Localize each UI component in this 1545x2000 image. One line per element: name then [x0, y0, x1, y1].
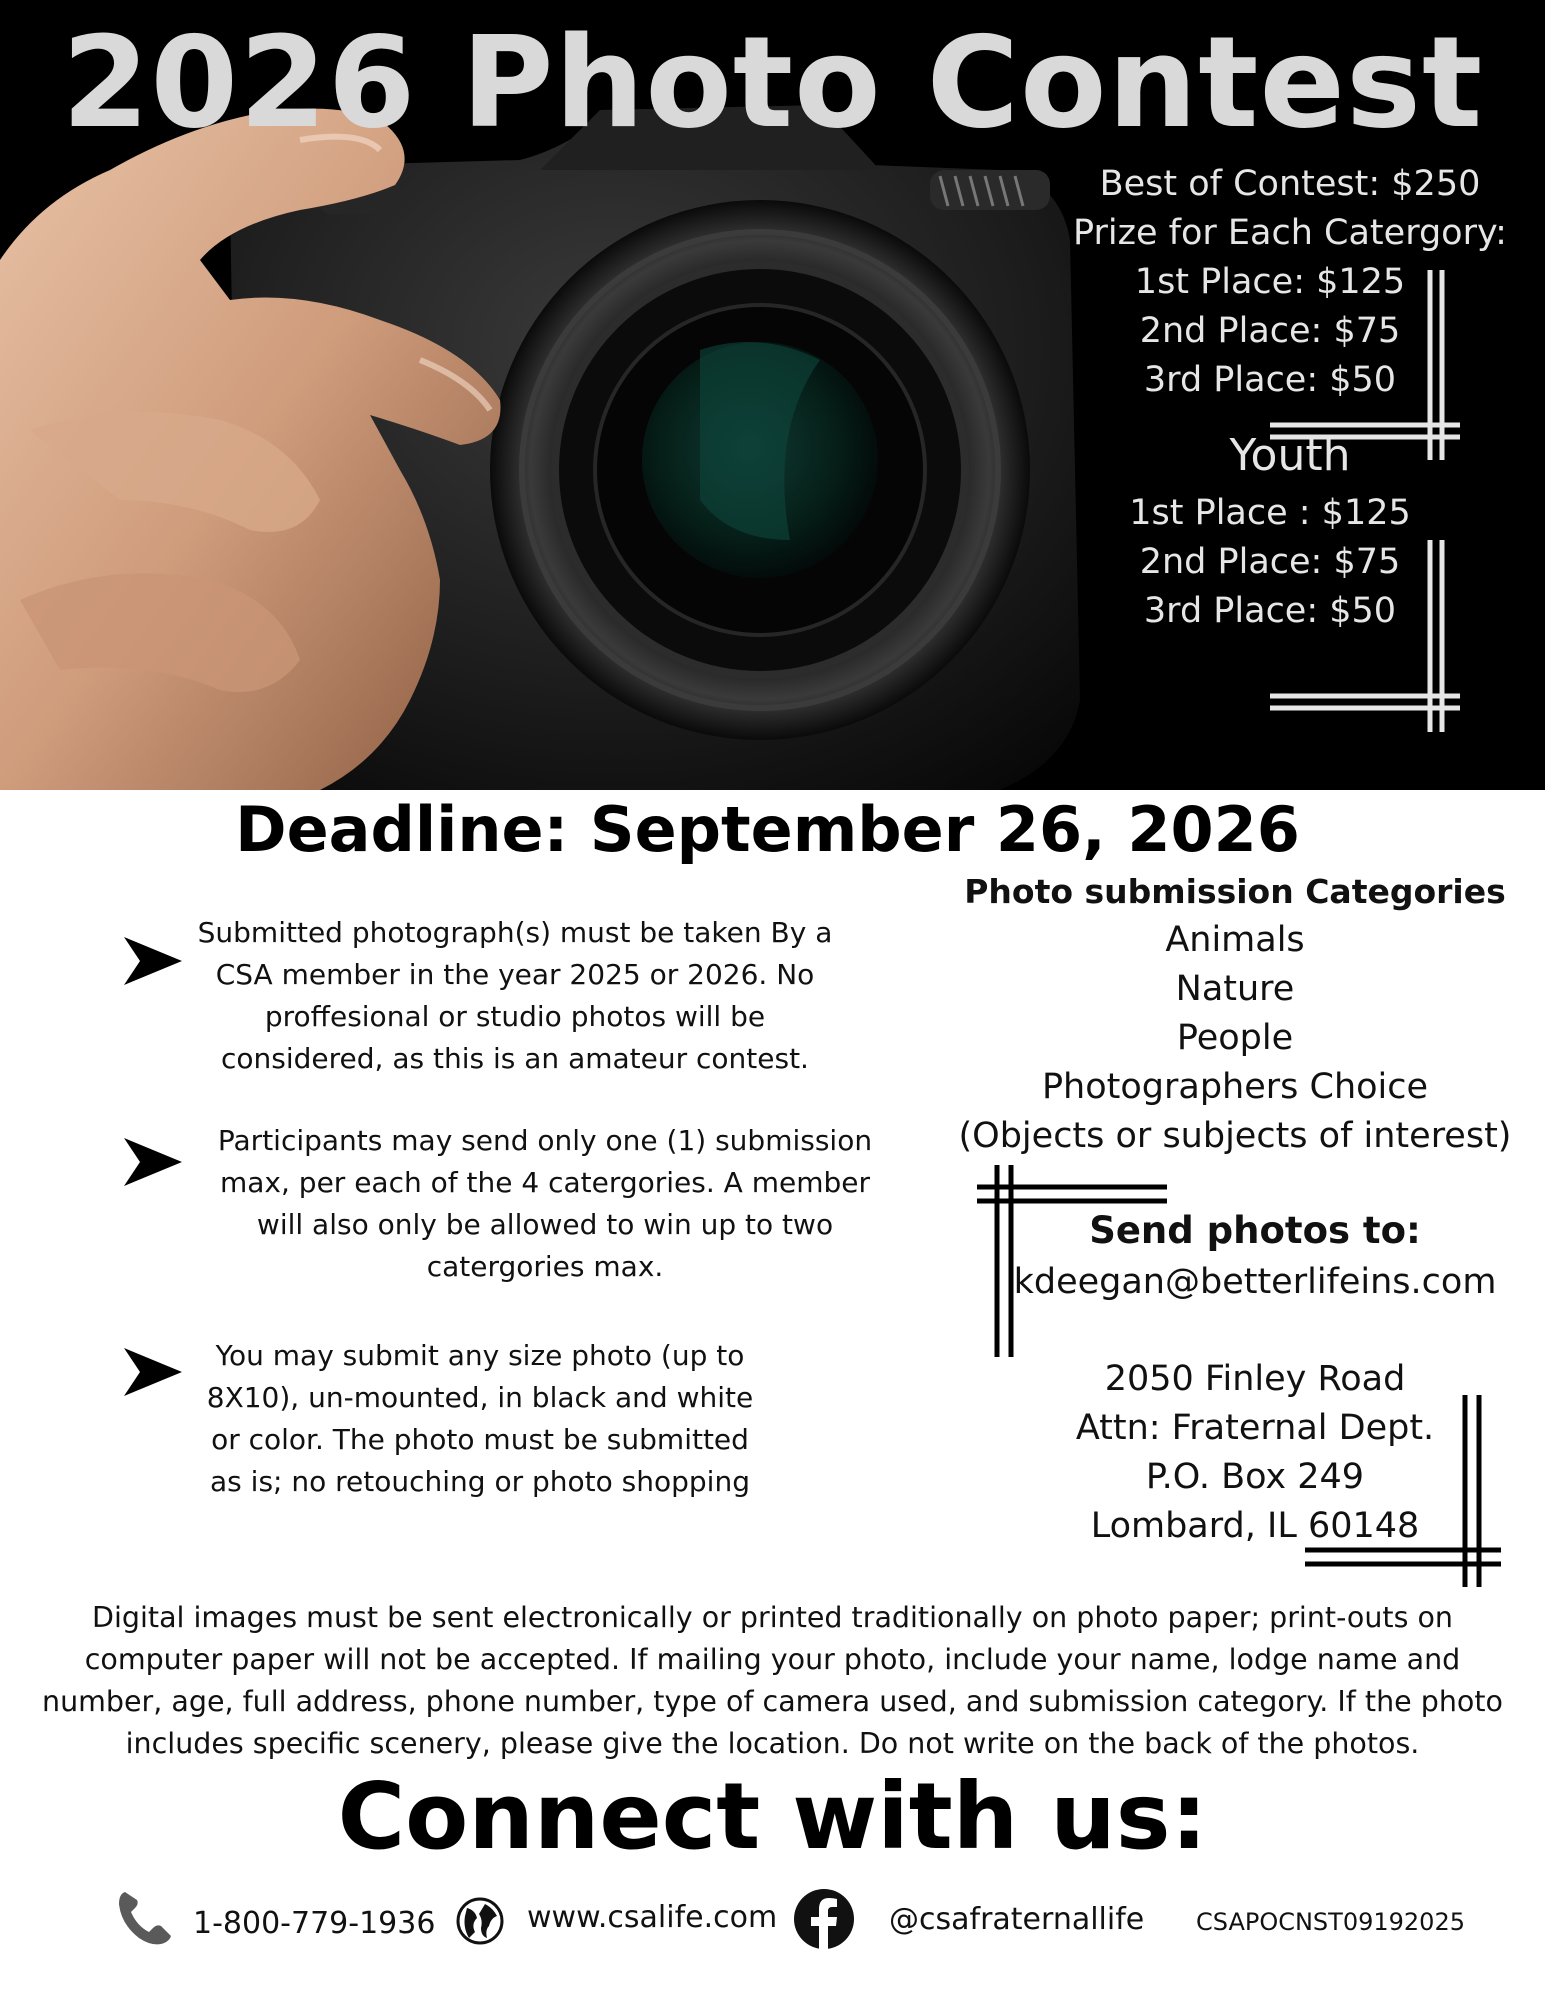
- rule-eligibility: Submitted photograph(s) must be taken By a CSA member in the year 2025 or 2026. No proffesional or studio photos will be considered, as this is an amateur contest.: [197, 916, 833, 1075]
- address-line: Attn: Fraternal Dept.: [1075, 1408, 1435, 1448]
- send-photos-heading: Send photos to:: [1089, 1209, 1421, 1252]
- phone-number[interactable]: 1-800-779-1936: [193, 1906, 436, 1941]
- arrow-bullet-icon: [122, 1136, 184, 1188]
- document-code: CSAPOCNST09192025: [1196, 1908, 1465, 1936]
- address-line: P.O. Box 249: [1145, 1457, 1365, 1497]
- connect-heading: Connect with us:: [337, 1763, 1208, 1870]
- category-prize-heading: Prize for Each Catergory:: [1073, 213, 1507, 253]
- phone-contact[interactable]: [115, 1888, 435, 1948]
- category-second-place: 2nd Place: $75: [1139, 311, 1401, 351]
- submission-categories: [955, 868, 1515, 1161]
- corner-bracket-decoration: [1270, 265, 1470, 465]
- contest-title: 2026 Photo Contest: [61, 9, 1484, 156]
- social-handle[interactable]: @csafraternallife: [889, 1902, 1145, 1937]
- rule-photo-format: You may submit any size photo (up to 8X10), un-mounted, in black and white or color. The photo must be submitted as is; no retouching or photo shopping: [206, 1339, 754, 1498]
- rule-submission-limit: Participants may send only one (1) submission max, per each of the 4 catergories. A member will also only be allowed to win up to two catergories max.: [217, 1124, 873, 1283]
- category-item: (Objects or subjects of interest): [958, 1116, 1512, 1156]
- facebook-icon: [793, 1888, 855, 1950]
- address-line: Lombard, IL 60148: [1090, 1506, 1420, 1546]
- send-photos-block: [1000, 1205, 1510, 1307]
- submission-email-link[interactable]: kdeegan@betterlifeins.com: [1013, 1262, 1497, 1302]
- youth-third-place: 3rd Place: $50: [1143, 591, 1397, 631]
- category-item: Animals: [1165, 920, 1305, 960]
- youth-heading: Youth: [1229, 430, 1351, 481]
- categories-heading: Photo submission Categories: [964, 872, 1506, 911]
- deadline-heading: Deadline: September 26, 2026: [235, 793, 1300, 866]
- globe-icon: [455, 1896, 505, 1946]
- submission-guidelines: Digital images must be sent electronically or printed traditionally on photo paper; print-outs on computer paper will not be accepted. If mailing your photo, include your name, lodge name and number, age, full address, phone number, type of camera used, and submission category. If the photo includes specific scenery, please give the location. Do not write on the back of the photos.: [42, 1601, 1503, 1760]
- category-item: People: [1176, 1018, 1294, 1058]
- corner-bracket-decoration: [1305, 1395, 1505, 1590]
- website-contact[interactable]: [455, 1888, 785, 1948]
- category-first-place: 1st Place: $125: [1134, 262, 1406, 302]
- arrow-bullet-icon: [122, 935, 184, 987]
- category-third-place: 3rd Place: $50: [1143, 360, 1397, 400]
- category-item: Nature: [1175, 969, 1295, 1009]
- social-contact[interactable]: [793, 1888, 1173, 1948]
- youth-first-place: 1st Place : $125: [1129, 493, 1411, 533]
- category-item: Photographers Choice: [1041, 1067, 1429, 1107]
- corner-bracket-decoration: [1270, 540, 1470, 735]
- arrow-bullet-icon: [122, 1346, 184, 1398]
- youth-second-place: 2nd Place: $75: [1139, 542, 1401, 582]
- hero-banner: [0, 0, 1545, 790]
- address-line: 2050 Finley Road: [1104, 1359, 1406, 1399]
- website-link[interactable]: www.csalife.com: [527, 1900, 778, 1935]
- phone-icon: [115, 1888, 177, 1948]
- best-of-contest-prize: Best of Contest: $250: [1099, 164, 1481, 204]
